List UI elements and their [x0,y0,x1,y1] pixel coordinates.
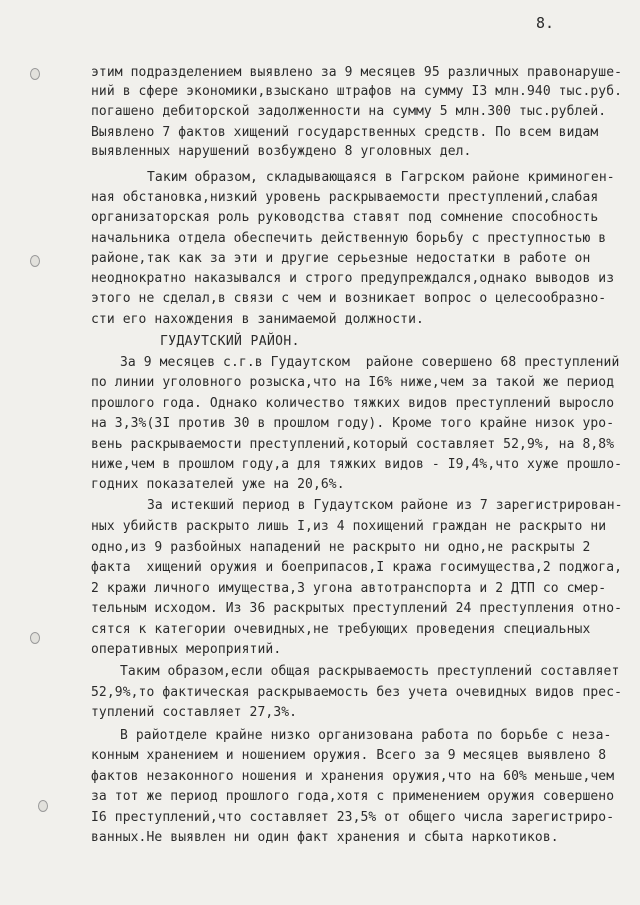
text-line: ная обстановка,низкий уровень раскрываемости преступлений,слабая [91,190,599,205]
text-line: В райотделе крайне низко организована работа по борьбе с неза- [120,728,612,743]
text-line: За истекший период в Гудаутском районе из 7 зарегистрирован- [147,498,623,513]
text-line: тельным исходом. Из 36 раскрытых преступлений 24 преступления отно- [91,601,623,616]
text-line: по линии уголовного розыска,что на I6% ниже,чем за такой же период [91,375,615,390]
text-line: организаторская роль руководства ставят под сомнение способность [91,210,599,225]
text-line: 2 кражи личного имущества,3 угона автотранспорта и 2 ДТП со смер- [91,581,607,596]
text-line: начальника отдела обеспечить действенную борьбу с преступностью в [91,231,607,246]
text-line: этого не сделал,в связи с чем и возникает вопрос о целесообразно- [91,291,607,306]
text-line: районе,так как за эти и другие серьезные недостатки в работе он [91,251,591,266]
text-line: За 9 месяцев с.г.в Гудаутском районе совершено 68 преступлений [120,355,620,370]
text-line: ниже,чем в прошлом году,а для тяжких видов - I9,4%,что хуже прошло- [91,457,623,472]
text-line: этим подразделением выявлено за 9 месяцев 95 различных правонаруше- [91,65,623,80]
text-line: фактов незаконного ношения и хранения оружия,что на 60% меньше,чем [91,769,615,784]
text-line: Таким образом, складывающаяся в Гагрском районе криминоген- [147,170,615,185]
text-line: ний в сфере экономики,взыскано штрафов на сумму I3 млн.940 тыс.руб. [91,84,623,99]
binder-hole [30,632,40,644]
text-line: ванных.Не выявлен ни один факт хранения и сбыта наркотиков. [91,830,559,845]
text-line: 52,9%,то фактическая раскрываемость без учета очевидных видов прес- [91,685,623,700]
text-line: неоднократно наказывался и строго предупреждался,однако выводов из [91,271,615,286]
text-line: Выявлено 7 фактов хищений государственных средств. По всем видам [91,125,599,140]
text-line: туплений составляет 27,3%. [91,705,298,720]
text-line: сти его нахождения в занимаемой должности. [91,312,424,327]
text-line: факта хищений оружия и боеприпасов,I кража госимущества,2 поджога, [91,560,623,575]
text-line: прошлого года. Однако количество тяжких видов преступлений выросло [91,396,615,411]
text-line: вень раскрываемости преступлений,который составляет 52,9%, на 8,8% [91,437,615,452]
binder-hole [30,255,40,267]
text-line: погашено дебиторской задолженности на сумму 5 млн.300 тыс.рублей. [91,104,607,119]
text-line: конным хранением и ношением оружия. Всего за 9 месяцев выявлено 8 [91,748,607,763]
text-line: ных убийств раскрыто лишь I,из 4 похищений граждан не раскрыто ни [91,519,607,534]
text-line: Таким образом,если общая раскрываемость преступлений составляет [120,664,620,679]
binder-hole [30,68,40,80]
text-line: I6 преступлений,что составляет 23,5% от общего числа зарегистриро- [91,810,615,825]
binder-hole [38,800,48,812]
text-line: сятся к категории очевидных,не требующих проведения специальных [91,622,591,637]
page-number: 8. [536,14,555,32]
section-heading: ГУДАУТСКИЙ РАЙОН. [160,334,300,349]
text-line: годних показателей уже на 20,6%. [91,477,345,492]
text-line: выявленных нарушений возбуждено 8 уголовных дел. [91,144,472,159]
text-line: за тот же период прошлого года,хотя с применением оружия совершено [91,789,615,804]
text-line: одно,из 9 разбойных нападений не раскрыто ни одно,не раскрыты 2 [91,540,591,555]
text-line: оперативных мероприятий. [91,642,282,657]
text-line: на 3,3%(3I против 30 в прошлом году). Кроме того крайне низок уро- [91,416,615,431]
